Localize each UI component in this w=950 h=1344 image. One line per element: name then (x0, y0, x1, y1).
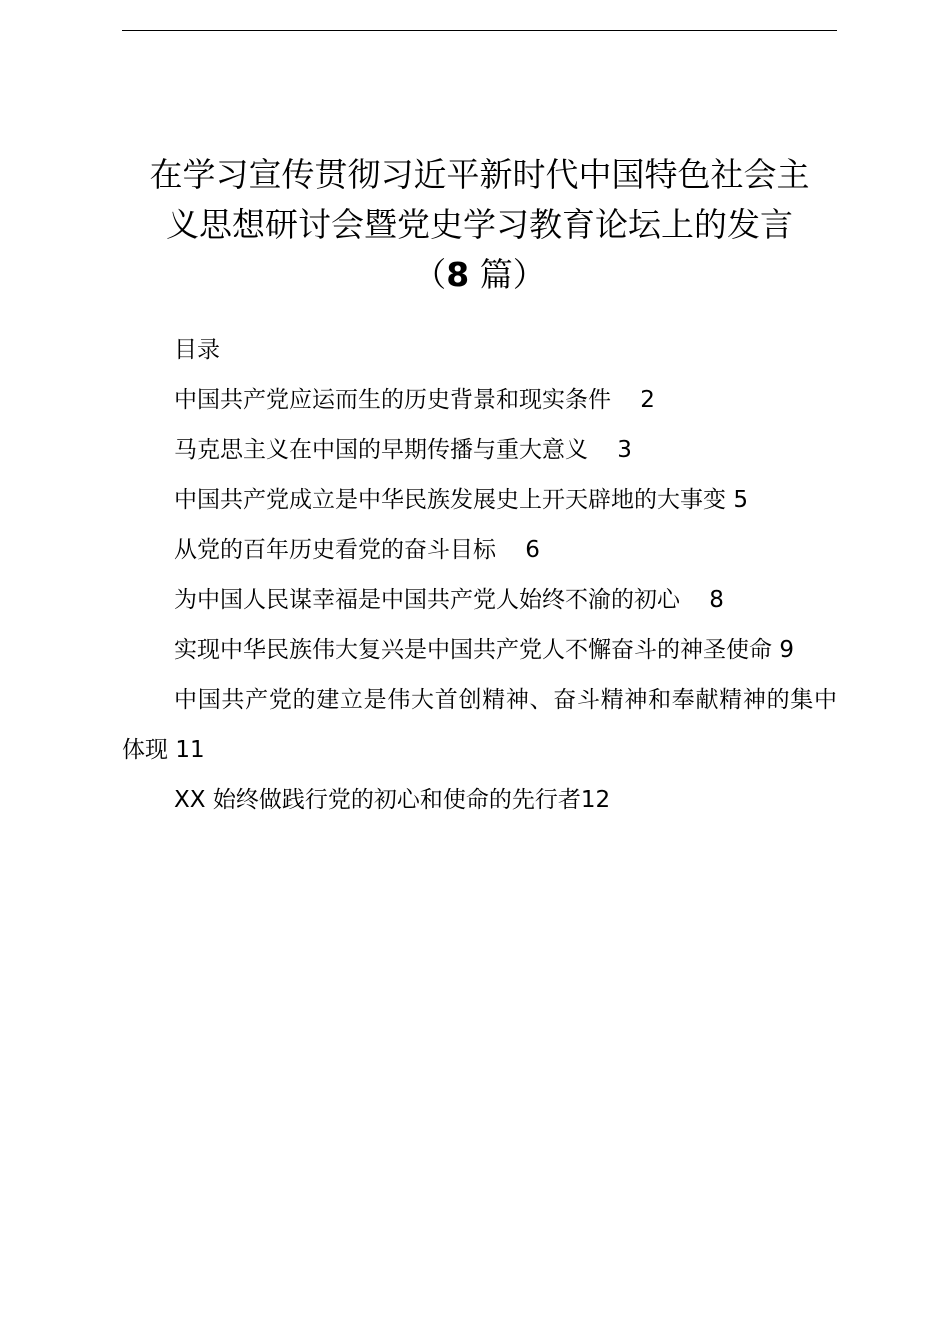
document-title (122, 150, 837, 300)
title-count: 8 (446, 255, 470, 294)
toc-heading: 目录 (174, 337, 220, 363)
toc-item-title: 为中国人民谋幸福是中国共产党人始终不渝的初心 (174, 587, 680, 613)
toc-item-page: 9 (779, 637, 794, 663)
toc-item[interactable] (122, 475, 837, 525)
header-rule (122, 30, 837, 31)
toc-item-page: 11 (175, 737, 205, 763)
toc-item-title: 马克思主义在中国的早期传播与重大意义 (174, 437, 588, 463)
toc-item-title: 实现中华民族伟大复兴是中国共产党人不懈奋斗的神圣使命 (174, 637, 772, 663)
title-line-3 (122, 250, 837, 300)
toc-item-title: XX 始终做践行党的初心和使命的先行者 (174, 787, 581, 813)
title-paren-open: （ (413, 255, 447, 294)
toc-item[interactable] (122, 575, 837, 625)
toc-item-title: 中国共产党应运而生的历史背景和现实条件 (174, 387, 611, 413)
toc-item-title: 从党的百年历史看党的奋斗目标 (174, 537, 496, 563)
title-line-1: 在学习宣传贯彻习近平新时代中国特色社会主 (149, 155, 810, 194)
toc-item-page: 5 (733, 487, 748, 513)
toc-item[interactable] (122, 775, 837, 825)
toc-item-page: 3 (617, 437, 632, 463)
toc-item-page: 2 (640, 387, 655, 413)
toc-item[interactable] (122, 375, 837, 425)
toc-item[interactable] (122, 425, 837, 475)
toc-item[interactable] (122, 675, 837, 775)
toc-item[interactable] (122, 525, 837, 575)
toc-item-title: 中国共产党的建立是伟大首创精神、奋斗精神和奉献精神的集中体现 (122, 687, 837, 763)
title-line-2: 义思想研讨会暨党史学习教育论坛上的发言 (166, 205, 793, 244)
title-count-unit: 篇） (469, 255, 546, 294)
toc-item-title: 中国共产党成立是中华民族发展史上开天辟地的大事变 (174, 487, 726, 513)
toc-item-page: 12 (580, 787, 611, 813)
toc-item[interactable] (122, 625, 837, 675)
toc-item-page: 8 (709, 587, 724, 613)
table-of-contents (122, 325, 837, 825)
toc-item-page: 6 (525, 537, 540, 563)
